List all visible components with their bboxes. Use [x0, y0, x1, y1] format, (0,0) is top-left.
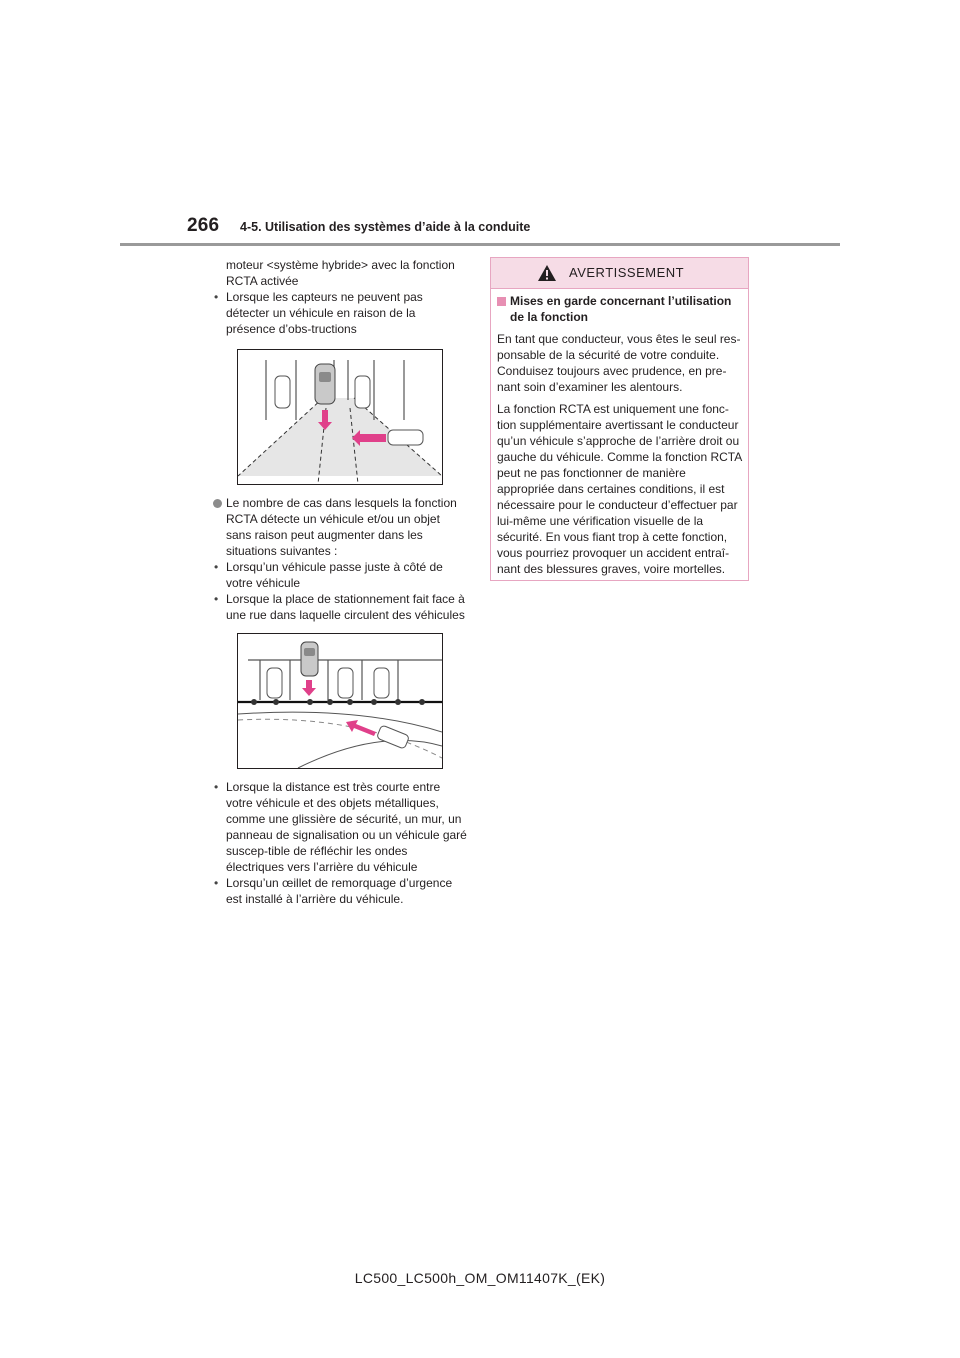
- continued-line-2: RCTA activée: [226, 274, 299, 288]
- warning-title: AVERTISSEMENT: [569, 265, 685, 280]
- parking-street-illustration: [237, 633, 443, 769]
- parking-obstruction-illustration: [237, 349, 443, 485]
- warning-header: [491, 258, 748, 289]
- bullet-tow-eyelet: • Lorsqu’un œillet de remorquage d’urgence est installé à l’arrière du véhicule.: [212, 875, 468, 907]
- warning-box: [490, 257, 749, 581]
- warning-body: [491, 289, 748, 577]
- warning-triangle-icon: [537, 264, 557, 282]
- dot-paragraph: Le nombre de cas dans lesquels la fonction RCTA détecte un véhicule et/ou un objet sans raison peut augmenter dans les situations suivantes :: [212, 495, 468, 559]
- warning-subtitle: Mises en garde concernant l’utilisation de la fonction: [497, 293, 742, 325]
- warning-paragraph-2: La fonction RCTA est uniquement une fonc-tion supplémentaire avertissant le conducteur qu’un véhicule s’approche de l’arrière droit ou gauche du véhicule. Comme la fonction RCTA peut ne pas fonctionner de manière appropriée dans certaines conditions, il est nécessaire pour le conducteur d’effectuer par lui-même une vérification visuelle de la sécurité. En vous fiant trop à cette fonction, vous pourriez provoquer un accident entraî-nant des blessures graves, voire mortelles.: [497, 402, 742, 576]
- bullet-obstructions: • Lorsque les capteurs ne peuvent pas détecter un véhicule en raison de la présence d’obs-tructions: [212, 289, 468, 337]
- bullet-metal-objects: • Lorsque la distance est très courte entre votre véhicule et des objets métalliques, comme une glissière de sécurité, un mur, un panneau de signalisation ou un véhicule garé suscep-tible de réfléchir les ondes électriques vers l’arrière du véhicule: [212, 779, 468, 875]
- section-title: 4-5. Utilisation des systèmes d’aide à la conduite: [240, 220, 531, 234]
- page-number: 266: [187, 215, 220, 236]
- footer-code: LC500_LC500h_OM_OM11407K_(EK): [354, 1270, 606, 1286]
- bullet-parking-facing-street: • Lorsque la place de stationnement fait face à une rue dans laquelle circulent des véhicules: [212, 591, 468, 623]
- left-column: [212, 257, 468, 907]
- bullet-vehicle-passing: • Lorsqu’un véhicule passe juste à côté de votre véhicule: [212, 559, 468, 591]
- header-rule: [120, 243, 840, 246]
- continued-line-1: moteur <système hybride> avec la fonction: [226, 258, 455, 272]
- warning-paragraph-1: En tant que conducteur, vous êtes le seul res-ponsable de la sécurité de votre conduite. Conduisez toujours avec prudence, en pre-nant soin d’examiner les alentours.: [497, 332, 741, 394]
